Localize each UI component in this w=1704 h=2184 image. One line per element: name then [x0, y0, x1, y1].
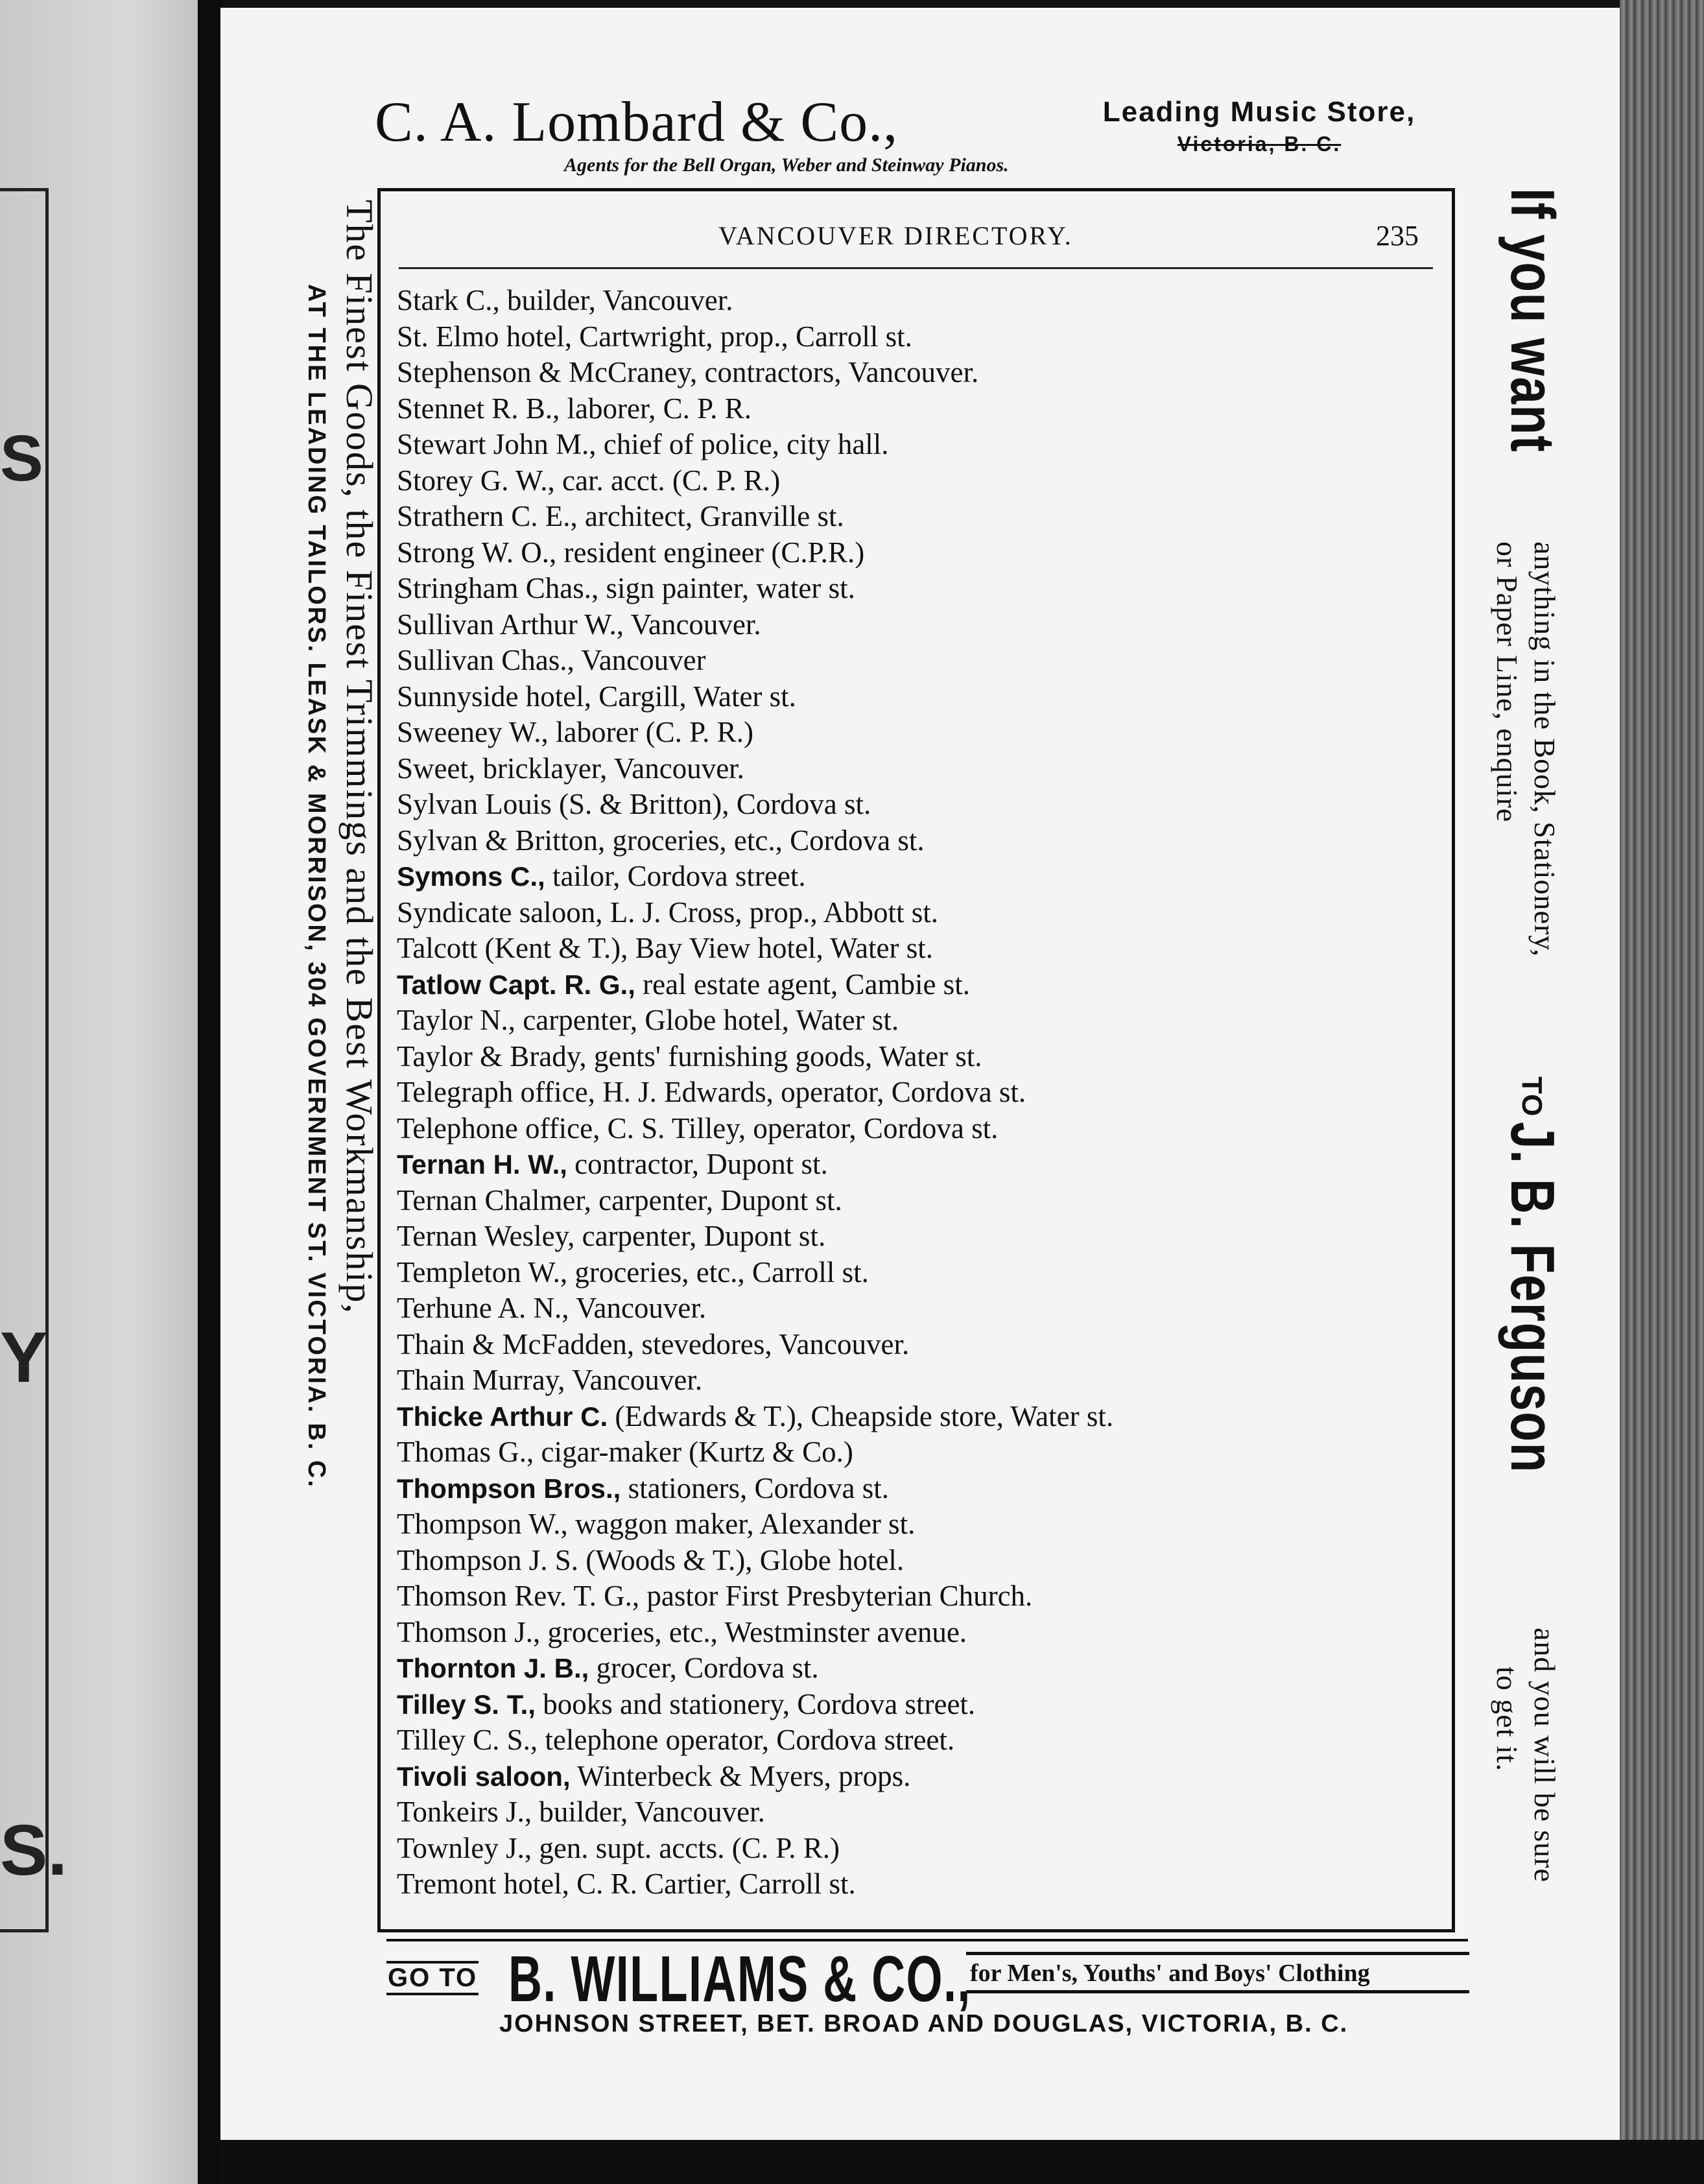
directory-entry: [397, 967, 1113, 1003]
entry-text: contractor, Dupont st.: [567, 1148, 828, 1180]
directory-entry: [397, 1722, 1113, 1759]
entry-text: Sweeney W., laborer (C. P. R.): [397, 716, 753, 748]
entry-text: Thomas G., cigar-maker (Kurtz & Co.): [397, 1436, 853, 1468]
entry-text: Talcott (Kent & T.), Bay View hotel, Water st.: [397, 932, 934, 964]
directory-entry: [397, 787, 1113, 823]
directory-entry: [397, 463, 1113, 499]
directory-entry: [397, 1687, 1113, 1723]
entry-name-bold: Tivoli saloon,: [397, 1761, 571, 1792]
running-head: VANCOUVER DIRECTORY.: [718, 221, 1073, 250]
right-ad-to: TO: [1516, 1076, 1548, 1117]
entry-text: Syndicate saloon, L. J. Cross, prop., Abbott st.: [397, 896, 938, 929]
entry-name-bold: Tatlow Capt. R. G.,: [397, 969, 635, 1000]
directory-entry: [397, 1794, 1113, 1831]
bottom-ad-address: JOHNSON STREET, BET. BROAD AND DOUGLAS, VICTORIA, B. C.: [499, 2010, 1349, 2037]
left-ad-slogan: The Finest Goods, the Finest Trimmings and the Best Workmanship,: [338, 200, 381, 1314]
entry-text: Sullivan Arthur W., Vancouver.: [397, 608, 761, 641]
entry-text: stationers, Cordova st.: [621, 1471, 890, 1504]
directory-entry: [397, 1759, 1113, 1795]
entry-text: Sullivan Chas., Vancouver: [397, 644, 706, 676]
entry-text: Taylor N., carpenter, Globe hotel, Water st.: [397, 1004, 899, 1036]
right-ad-name: J. B. Ferguson: [1498, 1122, 1567, 1473]
entry-text: St. Elmo hotel, Cartwright, prop., Carroll st.: [397, 320, 912, 353]
directory-entries: [397, 283, 1113, 1903]
entry-text: Stephenson & McCraney, contractors, Vancouver.: [397, 356, 979, 388]
directory-entry: [397, 283, 1113, 319]
directory-entry: [397, 751, 1113, 787]
directory-entry: [397, 1866, 1113, 1903]
directory-entry: [397, 535, 1113, 571]
facing-page-glyph: S.: [0, 1810, 67, 1890]
entry-text: Townley J., gen. supt. accts. (C. P. R.): [397, 1831, 840, 1864]
facing-page: [0, 0, 214, 2184]
entry-text: Stewart John M., chief of police, city hall.: [397, 428, 889, 460]
left-vertical-ad: [279, 200, 383, 1886]
entry-text: Terhune A. N., Vancouver.: [397, 1292, 707, 1324]
directory-entry: [397, 1290, 1113, 1327]
right-ad-headline: If you want: [1498, 188, 1567, 453]
directory-entry: [397, 391, 1113, 427]
entry-text: Telephone office, C. S. Tilley, operator, Cordova st.: [397, 1111, 999, 1145]
entry-text: books and stationery, Cordova street.: [535, 1687, 976, 1720]
right-ad-text: or Paper Line, enquire: [1491, 541, 1524, 823]
directory-entry: [397, 1003, 1113, 1039]
entry-text: Templeton W., groceries, etc., Carroll st.: [397, 1255, 869, 1288]
right-ad-text: to get it.: [1491, 1667, 1524, 1772]
page-edges: [1620, 0, 1704, 2184]
directory-entry: [397, 1255, 1113, 1291]
book-gutter: [198, 0, 222, 2184]
header-store-block: [1045, 96, 1473, 156]
entry-name-bold: Thompson Bros.,: [397, 1473, 621, 1504]
entry-text: Tilley C. S., telephone operator, Cordova street.: [397, 1724, 955, 1756]
entry-text: Thomson J., groceries, etc., Westminster avenue.: [397, 1615, 967, 1648]
directory-entry: [397, 931, 1113, 967]
entry-text: Thompson W., waggon maker, Alexander st.: [397, 1508, 916, 1540]
entry-name-bold: Thicke Arthur C.: [397, 1401, 608, 1432]
running-head-rule: [399, 267, 1433, 269]
directory-entry: [397, 427, 1113, 463]
directory-entry: [397, 1615, 1113, 1651]
directory-entry: [397, 643, 1113, 679]
directory-entry: [397, 319, 1113, 355]
entry-text: Thompson J. S. (Woods & T.), Globe hotel.: [397, 1543, 905, 1576]
entry-text: Winterbeck & Myers, props.: [570, 1759, 911, 1792]
entry-name-bold: Tilley S. T.,: [397, 1689, 536, 1720]
entry-text: Tremont hotel, C. R. Cartier, Carroll st.: [397, 1868, 856, 1900]
entry-text: Thain Murray, Vancouver.: [397, 1364, 703, 1396]
entry-text: Telegraph office, H. J. Edwards, operator, Cordova st.: [397, 1076, 1026, 1108]
directory-entry: [397, 715, 1113, 751]
entry-text: real estate agent, Cambie st.: [635, 967, 970, 1001]
right-ad-text: and you will be sure: [1528, 1628, 1561, 1883]
directory-entry: [397, 1399, 1113, 1435]
entry-text: tailor, Cordova street.: [545, 860, 806, 892]
directory-entry: [397, 499, 1113, 535]
directory-entry: [397, 355, 1113, 391]
directory-entry: [397, 859, 1113, 895]
directory-entry: [397, 1362, 1113, 1399]
directory-entry: [397, 823, 1113, 859]
directory-entry: [397, 1506, 1113, 1543]
entry-text: Strong W. O., resident engineer (C.P.R.): [397, 536, 865, 569]
right-vertical-ad: [1425, 188, 1574, 1978]
entry-text: Sunnyside hotel, Cargill, Water st.: [397, 680, 796, 713]
directory-entry: [397, 895, 1113, 931]
entry-text: Ternan Chalmer, carpenter, Dupont st.: [397, 1183, 842, 1217]
directory-entry: [397, 1434, 1113, 1471]
directory-entry: [397, 1543, 1113, 1579]
entry-name-bold: Thornton J. B.,: [397, 1653, 589, 1683]
bottom-ad-firm: B. WILLIAMS & CO.,: [508, 1943, 971, 2015]
header-city-line: Victoria, B. C.: [1177, 132, 1342, 156]
directory-entry: [397, 607, 1113, 643]
bottom-ad-clothing: for Men's, Youths' and Boys' Clothing: [966, 1952, 1469, 1993]
directory-entry: [397, 1327, 1113, 1363]
page-number: 235: [1376, 220, 1419, 252]
entry-text: Ternan Wesley, carpenter, Dupont st.: [397, 1220, 826, 1252]
facing-page-glyph: S: [0, 422, 43, 495]
directory-entry: [397, 1111, 1113, 1147]
entry-text: Thain & McFadden, stevedores, Vancouver.: [397, 1327, 910, 1360]
directory-entry: [397, 1146, 1113, 1183]
header-firm-name: C. A. Lombard & Co.,: [375, 91, 899, 154]
directory-entry: [397, 1074, 1113, 1111]
bottom-ad-goto: GO TO: [386, 1961, 479, 1995]
directory-entry: [397, 1650, 1113, 1687]
directory-entry: [397, 1471, 1113, 1507]
entry-text: Sylvan & Britton, groceries, etc., Cordova st.: [397, 824, 925, 857]
entry-text: Thomson Rev. T. G., pastor First Presbyterian Church.: [397, 1580, 1033, 1612]
entry-text: Sweet, bricklayer, Vancouver.: [397, 752, 744, 785]
entry-text: Sylvan Louis (S. & Britton), Cordova st.: [397, 788, 871, 820]
directory-entry: [397, 571, 1113, 607]
bottom-ad-rule: [386, 1939, 1468, 1941]
entry-text: Stark C., builder, Vancouver.: [397, 284, 733, 316]
directory-entry: [397, 1039, 1113, 1075]
entry-text: Strathern C. E., architect, Granville st.: [397, 500, 844, 532]
entry-name-bold: Symons C.,: [397, 861, 545, 892]
entry-name-bold: Ternan H. W.,: [397, 1149, 567, 1180]
entry-text: Stringham Chas., sign painter, water st.: [397, 572, 855, 604]
entry-text: grocer, Cordova st.: [589, 1652, 819, 1684]
directory-entry: [397, 679, 1113, 715]
entry-text: Tonkeirs J., builder, Vancouver.: [397, 1796, 765, 1828]
entry-text: Taylor & Brady, gents' furnishing goods, Water st.: [397, 1039, 982, 1073]
header-agents-line: Agents for the Bell Organ, Weber and Steinway Pianos.: [564, 154, 1009, 176]
entry-text: Storey G. W., car. acct. (C. P. R.): [397, 464, 781, 497]
header-store-line: Leading Music Store,: [1102, 96, 1416, 128]
directory-entry: [397, 1183, 1113, 1219]
left-ad-address: AT THE LEADING TAILORS. LEASK & MORRISON, 304 GOVERNMENT ST. VICTORIA. B. C.: [303, 284, 330, 1489]
directory-entry: [397, 1578, 1113, 1615]
facing-page-glyph: Y: [0, 1318, 48, 1397]
bottom-shadow: [220, 2140, 1704, 2184]
directory-entry: [397, 1218, 1113, 1255]
entry-text: Stennet R. B., laborer, C. P. R.: [397, 392, 751, 425]
entry-text: (Edwards & T.), Cheapside store, Water st.: [608, 1399, 1114, 1432]
right-ad-text: anything in the Book, Stationery,: [1528, 541, 1561, 957]
directory-entry: [397, 1831, 1113, 1867]
